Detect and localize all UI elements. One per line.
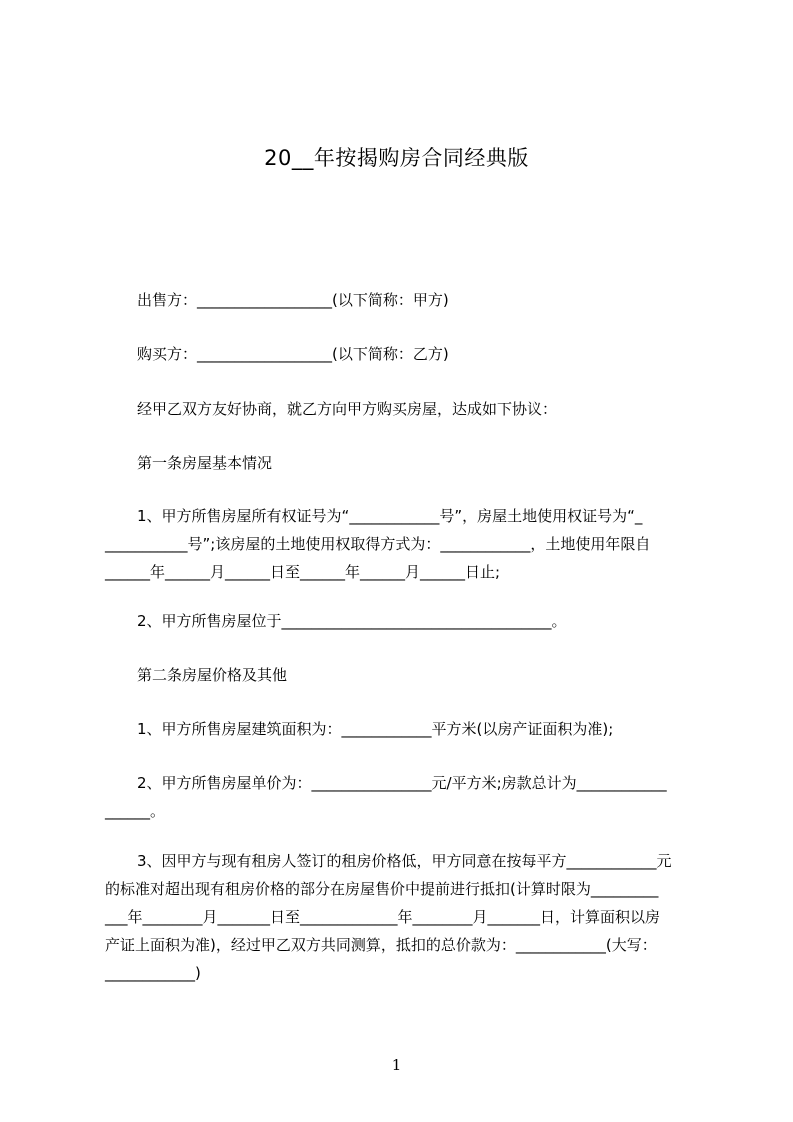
intro-paragraph: 经甲乙双方友好协商，就乙方向甲方购买房屋，达成如下协议：: [137, 400, 558, 418]
article-1-item-1-line-1: 1、甲方所售房屋所有权证号为“____________号”，房屋土地使用权证号为“_: [137, 507, 643, 525]
article-2-item-3-line-1: 3、因甲方与现有租房人签订的租房价格低，甲方同意在按每平方____________元: [137, 852, 672, 870]
page-number: 1: [391, 1056, 402, 1074]
article-2-item-2-line-2: ______。: [105, 802, 166, 820]
buyer-line: 购买方：__________________(以下简称：乙方): [137, 345, 449, 363]
document-title: 20__年按揭购房合同经典版: [264, 146, 529, 170]
article-2-item-3-line-2: 的标准对超出现有租房价格的部分在房屋售价中提前进行抵扣(计算时限为_________: [105, 880, 659, 898]
article-2-item-3-line-3: ___年________月_______日至_____________年________月_______日，计算面积以房: [105, 908, 661, 926]
article-2-item-3-line-4: 产证上面积为准)，经过甲乙双方共同测算，抵扣的总价款为：____________(大写：: [105, 936, 657, 954]
seller-line: 出售方：__________________(以下简称：甲方): [137, 291, 449, 309]
article-2-item-3-line-5: ____________): [105, 964, 201, 982]
article-2-heading: 第二条房屋价格及其他: [137, 666, 288, 684]
article-1-item-1: [105, 502, 705, 586]
article-2-item-1: 1、甲方所售房屋建筑面积为：____________平方米(以房产证面积为准);: [137, 720, 614, 738]
article-1-item-1-line-3: ______年______月______日至______年______月______日止;: [105, 563, 501, 581]
article-1-heading: 第一条房屋基本情况: [137, 454, 273, 472]
article-1-item-1-line-2: ___________号”;该房屋的土地使用权取得方式为：____________，土地使用年限自: [105, 535, 651, 553]
article-1-item-2: 2、甲方所售房屋位于____________________________________。: [137, 612, 567, 630]
article-2-item-2: [105, 769, 705, 825]
article-2-item-3: [105, 847, 705, 987]
article-2-item-2-line-1: 2、甲方所售房屋单价为：________________元/平方米;房款总计为____________: [137, 774, 667, 792]
